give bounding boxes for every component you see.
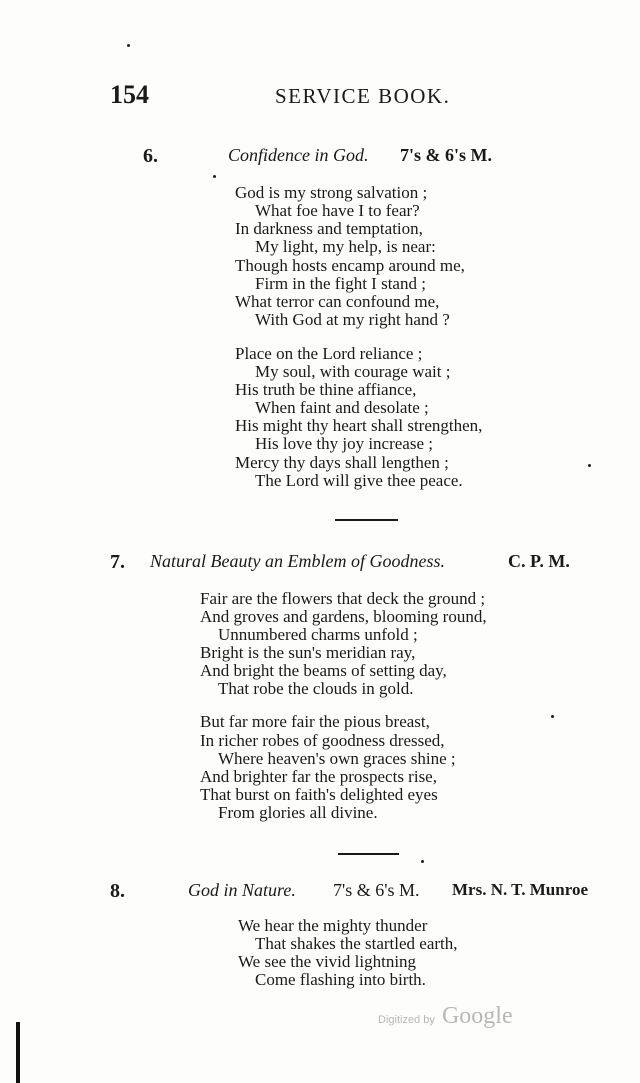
verse-line: And bright the beams of setting day,: [200, 661, 447, 680]
binding-shadow: [16, 1022, 20, 1083]
section-divider: [335, 519, 398, 521]
verse-line: Bright is the sun's meridian ray,: [200, 643, 416, 662]
verse-line: But far more fair the pious breast,: [200, 712, 430, 731]
verse-line: Where heaven's own graces shine ;: [218, 749, 456, 768]
hymn-title-text: God in Nature.: [188, 880, 296, 900]
verse-line: With God at my right hand ?: [255, 310, 450, 329]
hymn-title-text: Natural Beauty an Emblem of Goodness.: [150, 551, 445, 571]
print-speck: [421, 860, 424, 863]
verse-line: My light, my help, is near:: [255, 237, 436, 256]
verse-line: His truth be thine affiance,: [235, 380, 417, 399]
hymn-title: [228, 145, 368, 166]
print-speck: [551, 715, 554, 718]
verse-line: That burst on faith's delighted eyes: [200, 785, 438, 804]
verse-line: We hear the mighty thunder: [238, 916, 428, 935]
verse-line: Though hosts encamp around me,: [235, 256, 465, 275]
section-divider: [338, 853, 399, 855]
verse-line: In richer robes of goodness dressed,: [200, 731, 445, 750]
verse-line: When faint and desolate ;: [255, 398, 429, 417]
verse-line: That shakes the startled earth,: [255, 934, 458, 953]
verse-line: That robe the clouds in gold.: [218, 679, 414, 698]
verse-line: In darkness and temptation,: [235, 219, 423, 238]
running-title: SERVICE BOOK.: [275, 84, 451, 108]
verse-line: What foe have I to fear?: [255, 201, 420, 220]
hymn-author: Mrs. N. T. Munroe: [452, 880, 588, 899]
verse-line: My soul, with courage wait ;: [255, 362, 451, 381]
verse-line: Come flashing into birth.: [255, 970, 426, 989]
hymn-meter: 7's & 6's M.: [333, 880, 420, 900]
verse-line: His might thy heart shall strengthen,: [235, 416, 483, 435]
watermark-prefix: Digitized by: [378, 1014, 435, 1026]
hymn-meter: 7's & 6's M.: [400, 145, 492, 165]
verse-line: The Lord will give thee peace.: [255, 471, 463, 490]
hymn-meter: C. P. M.: [508, 551, 570, 571]
hymn-title-text: Confidence in God.: [228, 145, 369, 165]
verse-line: Place on the Lord reliance ;: [235, 344, 423, 363]
page-number: 154: [110, 80, 149, 109]
hymn-number: 7.: [110, 551, 125, 573]
hymn-title: [188, 880, 296, 901]
verse-line: Firm in the fight I stand ;: [255, 274, 426, 293]
digitized-watermark: [378, 1003, 513, 1030]
verse-line: Fair are the flowers that deck the ground ;: [200, 589, 486, 608]
hymn-number: 6.: [143, 145, 158, 167]
google-logo: Google: [441, 1003, 513, 1029]
verse-line: And brighter far the prospects rise,: [200, 767, 437, 786]
verse-line: Mercy thy days shall lengthen ;: [235, 453, 449, 472]
verse-line: From glories all divine.: [218, 803, 378, 822]
verse-line: His love thy joy increase ;: [255, 434, 433, 453]
verse-line: God is my strong salvation ;: [235, 183, 428, 202]
verse-line: And groves and gardens, blooming round,: [200, 607, 487, 626]
verse-line: What terror can confound me,: [235, 292, 440, 311]
verse-line: Unnumbered charms unfold ;: [218, 625, 418, 644]
print-speck: [127, 44, 130, 47]
print-speck: [213, 175, 216, 178]
verse-line: We see the vivid lightning: [238, 952, 417, 971]
hymn-number: 8.: [110, 880, 125, 902]
hymn-title: [150, 551, 445, 572]
print-speck: [588, 464, 591, 467]
